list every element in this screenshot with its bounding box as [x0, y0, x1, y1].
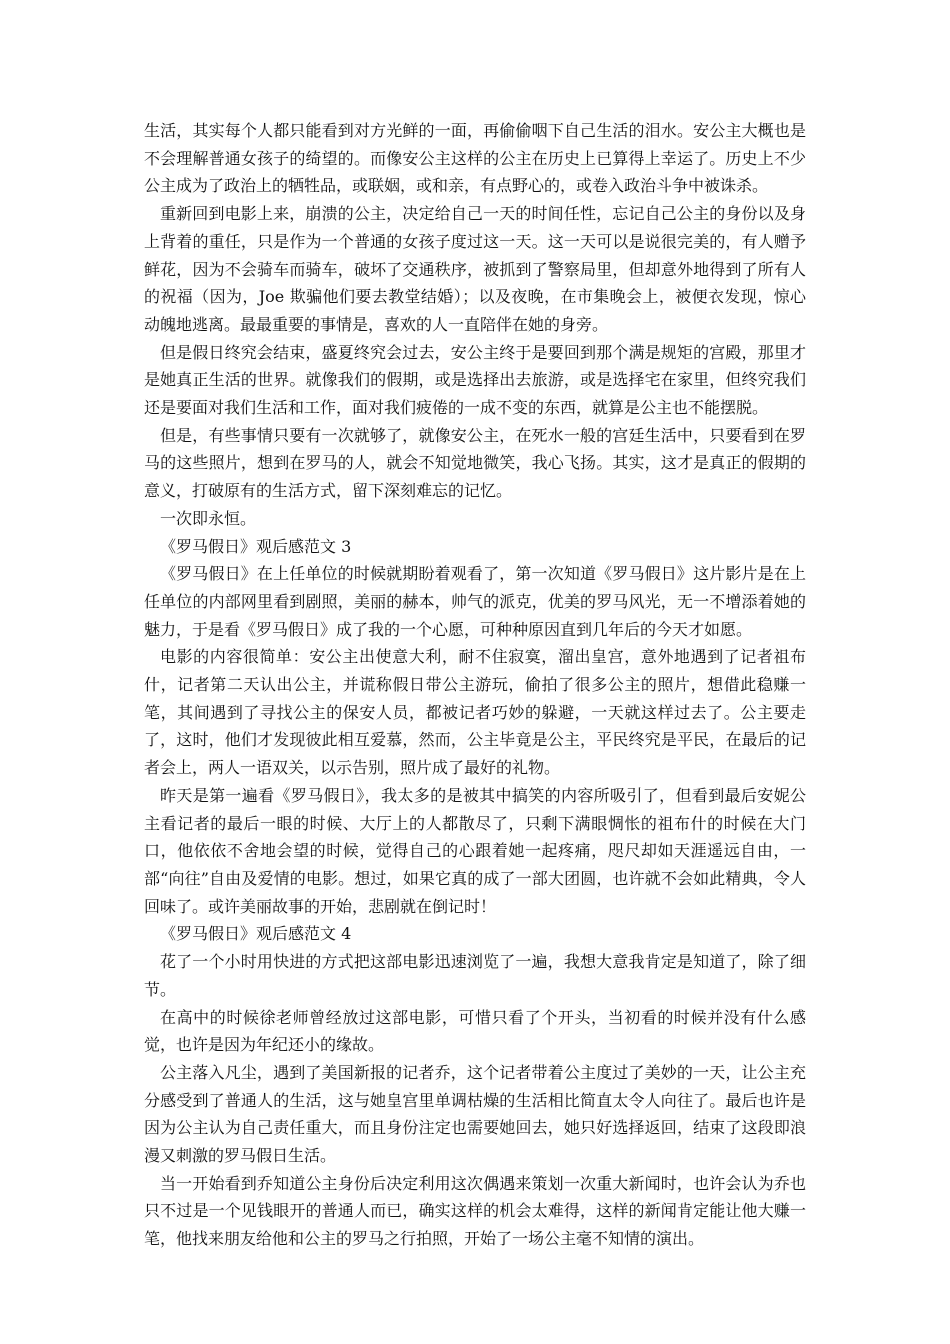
document-page: [144, 117, 806, 1253]
paragraph-fast-forward: 花了一个小时用快进的方式把这部电影迅速浏览了一遍，我想大意我肯定是知道了，除了细节。: [144, 952, 806, 999]
paragraph-high-school: 在高中的时候徐老师曾经放过这部电影，可惜只看了个开头，当初看的时候并没有什么感觉，也许是因为年纪还小的缘故。: [144, 1007, 806, 1055]
paragraph-once-is-enough: 但是，有些事情只要有一次就够了，就像安公主，在死水一般的宫廷生活中，只要看到在罗马的这些照片，想到在罗马的人，就会不知觉地微笑，我心飞扬。其实，这才是真正的假期的意义，打破原有的生活方式，留下深刻难忘的记忆。: [144, 425, 806, 501]
paragraph-princess-meets-joe: 公主落入凡尘，遇到了美国新报的记者乔，这个记者带着公主度过了美妙的一天，让公主充分感受到了普通人的生活，这与她皇宫里单调枯燥的生活相比简直太令人向往了。最后也许是因为公主认为自己责任重大，而且身份注定也需要她回去，她只好选择返回，结束了这段即浪漫又刺激的罗马假日生活。: [144, 1062, 806, 1166]
paragraph-back-to-movie: 重新回到电影上来，崩溃的公主，决定给自己一天的时间任性，忘记自己公主的身份以及身上背着的重任，只是作为一个普通的女孩子度过这一天。这一天可以是说很完美的，有人赠予鲜花，因为不会骑车而骑车，破坏了交通秩序，被抓到了警察局里，但却意外地得到了所有人的祝福（因为，Joe 欺骗他们要去教堂结婚）；以及夜晚，在市集晚会上，被便衣发现，惊心动魄地逃离。最最重要的事情是，喜欢的人一直陪伴在她的身旁。: [144, 204, 806, 334]
section-heading-3: 《罗马假日》观后感范文 3: [160, 536, 352, 556]
paragraph-once-forever: 一次即永恒。: [160, 508, 257, 528]
section-heading-4: 《罗马假日》观后感范文 4: [160, 924, 352, 944]
paragraph-princess-life: 生活，其实每个人都只能看到对方光鲜的一面，再偷偷咽下自己生活的泪水。安公主大概也是不会理解普通女孩子的绮望的。而像安公主这样的公主在历史上已算得上幸运了。历史上不少公主成为了政治上的牺牲品，或联姻，或和亲，有点野心的，或卷入政治斗争中被诛杀。: [144, 121, 806, 196]
paragraph-first-viewing: 昨天是第一遍看《罗马假日》，我太多的是被其中搞笑的内容所吸引了，但看到最后安妮公主看记者的最后一眼的时候、大厅上的人都散尽了，只剩下满眼惆怅的祖布什的时候在大门口，他依依不舍地会望的时候，觉得自己的心跟着她一起疼痛，咫尺却如天涯遥远自由，一部“向往”自由及爱情的电影。想过，如果它真的成了一部大团圆，也许就不会如此精典，令人回味了。或许美丽故事的开始，悲剧就在倒记时！: [144, 785, 806, 916]
paragraph-expectation: 《罗马假日》在上任单位的时候就期盼着观看了，第一次知道《罗马假日》这片影片是在上任单位的内部网里看到剧照，美丽的赫本，帅气的派克，优美的罗马风光，无一不增添着她的魅力，于是看《罗马假日》成了我的一个心愿，可种种原因直到几年后的今天才如愿。: [144, 564, 806, 639]
paragraph-plot-summary: 电影的内容很简单：安公主出使意大利，耐不住寂寞，溜出皇宫，意外地遇到了记者祖布什，记者第二天认出公主，并谎称假日带公主游玩，偷拍了很多公主的照片，想借此稳赚一笔，其间遇到了寻找公主的保安人员，都被记者巧妙的躲避，一天就这样过去了。公主要走了，这时，他们才发现彼此相互爱慕，然而，公主毕竟是公主，平民终究是平民，在最后的记者会上，两人一语双关，以示告别，照片成了最好的礼物。: [144, 647, 806, 778]
paragraph-holiday-ends: 但是假日终究会结束，盛夏终究会过去，安公主终于是要回到那个满是规矩的宫殿，那里才是她真正生活的世界。就像我们的假期，或是选择出去旅游，或是选择宅在家里，但终究我们还是要面对我们生活和工作，面对我们疲倦的一成不变的东西，就算是公主也不能摆脱。: [144, 342, 806, 418]
paragraph-joe-plan: 当一开始看到乔知道公主身份后决定利用这次偶遇来策划一次重大新闻时，也许会认为乔也只不过是一个见钱眼开的普通人而已，确实这样的机会太难得，这样的新闻肯定能让他大赚一笔，他找来朋友给他和公主的罗马之行拍照，开始了一场公主毫不知情的演出。: [144, 1173, 806, 1249]
